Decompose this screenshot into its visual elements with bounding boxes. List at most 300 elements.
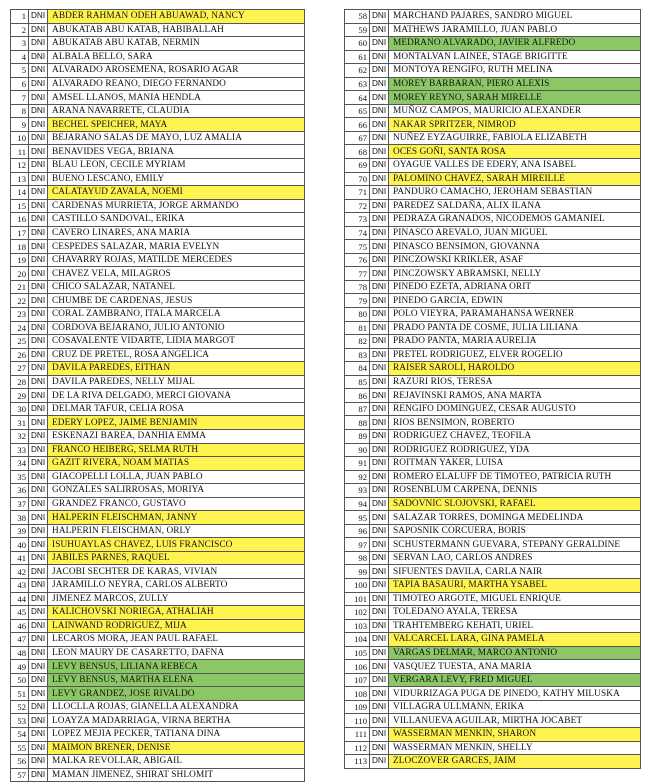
person-name: CESPEDES SALAZAR, MARIA EVELYN xyxy=(48,240,305,254)
row-number: 94 xyxy=(345,497,370,511)
row-number: 72 xyxy=(345,199,370,213)
table-row xyxy=(11,565,305,579)
document-type: DNI xyxy=(370,131,389,145)
person-name: PRADO PANTA DE COSME, JULIA LILIANA xyxy=(389,321,641,335)
person-name: MOREY REYNO, SARAH MIRELLE xyxy=(389,91,641,105)
table-row xyxy=(11,457,305,471)
person-name: FRANCO HEIBERG, SELMA RUTH xyxy=(48,443,305,457)
row-number: 3 xyxy=(11,37,29,51)
table-row xyxy=(345,37,641,51)
document-type: DNI xyxy=(29,145,48,159)
row-number: 76 xyxy=(345,253,370,267)
table-row xyxy=(11,727,305,741)
table-row xyxy=(11,633,305,647)
row-number: 66 xyxy=(345,118,370,132)
person-name: CHAVEZ VELA, MILAGROS xyxy=(48,267,305,281)
document-type: DNI xyxy=(29,77,48,91)
row-number: 109 xyxy=(345,700,370,714)
row-number: 101 xyxy=(345,592,370,606)
table-row xyxy=(11,416,305,430)
document-type: DNI xyxy=(370,673,389,687)
document-type: DNI xyxy=(29,511,48,525)
person-name: CAVERO LINARES, ANA MARIA xyxy=(48,226,305,240)
document-type: DNI xyxy=(370,375,389,389)
row-number: 61 xyxy=(345,50,370,64)
table-row xyxy=(11,321,305,335)
document-type: DNI xyxy=(29,633,48,647)
table-row xyxy=(11,186,305,200)
person-name: VERGARA LEVY, FRED MIGUEL xyxy=(389,673,641,687)
row-number: 59 xyxy=(345,23,370,37)
table-row xyxy=(11,294,305,308)
table-row xyxy=(345,104,641,118)
table-row xyxy=(345,673,641,687)
person-name: PANDURO CAMACHO, JEROHAM SEBASTIAN xyxy=(389,186,641,200)
row-number: 26 xyxy=(11,348,29,362)
person-name: GAZIT RIVERA, NOAM MATIAS xyxy=(48,457,305,471)
table-row xyxy=(345,524,641,538)
table-row xyxy=(11,673,305,687)
document-type: DNI xyxy=(370,23,389,37)
row-number: 30 xyxy=(11,402,29,416)
person-name: BUENO LESCANO, EMILY xyxy=(48,172,305,186)
person-name: OYAGUE VALLES DE EDERY, ANA ISABEL xyxy=(389,159,641,173)
table-row xyxy=(345,700,641,714)
person-name: RIOS BENSIMON, ROBERTO xyxy=(389,416,641,430)
person-name: LLOCLLA ROJAS, GIANELLA ALEXANDRA xyxy=(48,700,305,714)
person-name: TAPIA BASAURI, MARTHA YSABEL xyxy=(389,578,641,592)
row-number: 19 xyxy=(11,253,29,267)
table-row xyxy=(11,443,305,457)
document-type: DNI xyxy=(29,104,48,118)
person-name: SERVAN LAO, CARLOS ANDRES xyxy=(389,551,641,565)
table-row xyxy=(11,619,305,633)
roster-left-body xyxy=(11,10,305,782)
table-row xyxy=(345,727,641,741)
row-number: 17 xyxy=(11,226,29,240)
table-row xyxy=(11,64,305,78)
document-type: DNI xyxy=(370,389,389,403)
table-row xyxy=(11,131,305,145)
document-type: DNI xyxy=(29,389,48,403)
person-name: CHAVARRY ROJAS, MATILDE MERCEDES xyxy=(48,253,305,267)
person-name: MALKA REVOLLAR, ABIGAIL xyxy=(48,755,305,769)
person-name: PRADO PANTA, MARIA AURELIA xyxy=(389,335,641,349)
table-row xyxy=(345,402,641,416)
row-number: 102 xyxy=(345,606,370,620)
document-type: DNI xyxy=(370,470,389,484)
person-name: MAMAN JIMENEZ, SHIRAT SHLOMIT xyxy=(48,768,305,782)
table-row xyxy=(11,768,305,782)
document-type: DNI xyxy=(370,226,389,240)
table-row xyxy=(11,551,305,565)
document-type: DNI xyxy=(370,457,389,471)
person-name: PINCZOWSKY ABRAMSKI, NELLY xyxy=(389,267,641,281)
person-name: VILLANUEVA AGUILAR, MIRTHA JOCABET xyxy=(389,714,641,728)
row-number: 105 xyxy=(345,646,370,660)
row-number: 97 xyxy=(345,538,370,552)
person-name: LECAROS MORA, JEAN PAUL RAFAEL xyxy=(48,633,305,647)
row-number: 63 xyxy=(345,77,370,91)
row-number: 100 xyxy=(345,578,370,592)
person-name: CRUZ DE PRETEL, ROSA ANGELICA xyxy=(48,348,305,362)
table-row xyxy=(345,50,641,64)
document-type: DNI xyxy=(370,429,389,443)
table-row xyxy=(345,226,641,240)
person-name: BEJARANO SALAS DE MAYO, LUZ AMALIA xyxy=(48,131,305,145)
table-row xyxy=(11,308,305,322)
table-row xyxy=(11,578,305,592)
person-name: SIFUENTES DAVILA, CARLA NAIR xyxy=(389,565,641,579)
person-name: SCHUSTERMANN GUEVARA, STEPANY GERALDINE xyxy=(389,538,641,552)
row-number: 29 xyxy=(11,389,29,403)
person-name: WASSERMAN MENKIN, SHARON xyxy=(389,727,641,741)
row-number: 99 xyxy=(345,565,370,579)
document-type: DNI xyxy=(29,606,48,620)
person-name: CHICO SALAZAR, NATANEL xyxy=(48,280,305,294)
table-row xyxy=(345,429,641,443)
table-row xyxy=(345,755,641,769)
row-number: 93 xyxy=(345,484,370,498)
table-row xyxy=(345,280,641,294)
person-name: SADOVNIC SLOJOVSKI, RAFAEL xyxy=(389,497,641,511)
row-number: 79 xyxy=(345,294,370,308)
table-row xyxy=(345,714,641,728)
document-type: DNI xyxy=(29,727,48,741)
row-number: 96 xyxy=(345,524,370,538)
row-number: 24 xyxy=(11,321,29,335)
row-number: 106 xyxy=(345,660,370,674)
table-row xyxy=(11,77,305,91)
person-name: CASTILLO SANDOVAL, ERIKA xyxy=(48,213,305,227)
table-row xyxy=(345,335,641,349)
row-number: 42 xyxy=(11,565,29,579)
table-row xyxy=(345,77,641,91)
person-name: VALCARCEL LARA, GINA PAMELA xyxy=(389,633,641,647)
table-row xyxy=(11,755,305,769)
row-number: 56 xyxy=(11,755,29,769)
document-type: DNI xyxy=(29,253,48,267)
document-type: DNI xyxy=(29,50,48,64)
table-row xyxy=(345,131,641,145)
table-row xyxy=(345,443,641,457)
document-type: DNI xyxy=(29,416,48,430)
document-type: DNI xyxy=(370,104,389,118)
row-number: 104 xyxy=(345,633,370,647)
person-name: CARDENAS MURRIETA, JORGE ARMANDO xyxy=(48,199,305,213)
document-type: DNI xyxy=(370,497,389,511)
row-number: 23 xyxy=(11,308,29,322)
document-type: DNI xyxy=(29,64,48,78)
table-row xyxy=(345,565,641,579)
row-number: 7 xyxy=(11,91,29,105)
row-number: 25 xyxy=(11,335,29,349)
row-number: 48 xyxy=(11,646,29,660)
document-type: DNI xyxy=(29,524,48,538)
person-name: RODRIGUEZ RODRIGUEZ, YDA xyxy=(389,443,641,457)
row-number: 90 xyxy=(345,443,370,457)
row-number: 15 xyxy=(11,199,29,213)
table-row xyxy=(345,348,641,362)
table-row xyxy=(345,308,641,322)
document-type: DNI xyxy=(370,118,389,132)
person-name: ABDER RAHMAN ODEH ABUAWAD, NANCY xyxy=(48,10,305,24)
person-name: ABUKATAB ABU KATAB, NERMIN xyxy=(48,37,305,51)
table-row xyxy=(11,538,305,552)
person-name: CHUMBE DE CARDENAS, JESUS xyxy=(48,294,305,308)
document-type: DNI xyxy=(370,50,389,64)
document-type: DNI xyxy=(370,321,389,335)
document-type: DNI xyxy=(370,484,389,498)
document-type: DNI xyxy=(29,402,48,416)
table-row xyxy=(345,267,641,281)
person-name: TOLEDANO AYALA, TERESA xyxy=(389,606,641,620)
document-type: DNI xyxy=(29,673,48,687)
table-row xyxy=(11,497,305,511)
row-number: 39 xyxy=(11,524,29,538)
person-name: LEON MAURY DE CASARETTO, DAFNA xyxy=(48,646,305,660)
person-name: NAKAR SPRITZER, NIMROD xyxy=(389,118,641,132)
person-name: PAREDEZ SALDAÑA, ALIX ILANA xyxy=(389,199,641,213)
person-name: MONTALVAN LAINEE, STAGE BRIGITTE xyxy=(389,50,641,64)
row-number: 77 xyxy=(345,267,370,281)
row-number: 83 xyxy=(345,348,370,362)
row-number: 36 xyxy=(11,484,29,498)
document-type: DNI xyxy=(29,551,48,565)
table-row xyxy=(345,159,641,173)
document-type: DNI xyxy=(370,687,389,701)
person-name: COSAVALENTE VIDARTE, LIDIA MARGOT xyxy=(48,335,305,349)
person-name: DELMAR TAFUR, CELIA ROSA xyxy=(48,402,305,416)
person-name: REJAVINSKI RAMOS, ANA MARTA xyxy=(389,389,641,403)
person-name: PINEDO GARCIA, EDWIN xyxy=(389,294,641,308)
document-type: DNI xyxy=(29,308,48,322)
person-name: TIMOTEO ARGOTE, MIGUEL ENRIQUE xyxy=(389,592,641,606)
row-number: 41 xyxy=(11,551,29,565)
document-type: DNI xyxy=(370,77,389,91)
table-row xyxy=(345,118,641,132)
person-name: LEVY GRANDEZ, JOSE RIVALDO xyxy=(48,687,305,701)
table-row xyxy=(11,470,305,484)
person-name: JACOBI SECHTER DE KARAS, VIVIAN xyxy=(48,565,305,579)
document-type: DNI xyxy=(29,755,48,769)
row-number: 88 xyxy=(345,416,370,430)
person-name: MONTOYA RENGIFO, RUTH MELINA xyxy=(389,64,641,78)
document-type: DNI xyxy=(370,37,389,51)
table-row xyxy=(345,538,641,552)
person-name: PINEDO EZETA, ADRIANA ORIT xyxy=(389,280,641,294)
table-row xyxy=(11,253,305,267)
person-name: EDERY LOPEZ, JAIME BENJAMIN xyxy=(48,416,305,430)
table-row xyxy=(11,375,305,389)
row-number: 55 xyxy=(11,741,29,755)
person-name: NUÑEZ EYZAGUIRRE, FABIOLA ELIZABETH xyxy=(389,131,641,145)
row-number: 71 xyxy=(345,186,370,200)
document-type: DNI xyxy=(29,10,48,24)
document-type: DNI xyxy=(29,131,48,145)
row-number: 1 xyxy=(11,10,29,24)
table-row xyxy=(11,348,305,362)
person-name: ISUHUAYLAS CHAVEZ, LUIS FRANCISCO xyxy=(48,538,305,552)
document-type: DNI xyxy=(370,362,389,376)
table-row xyxy=(11,226,305,240)
person-name: ARANA NAVARRETE, CLAUDIA xyxy=(48,104,305,118)
row-number: 35 xyxy=(11,470,29,484)
row-number: 68 xyxy=(345,145,370,159)
document-type: DNI xyxy=(29,646,48,660)
row-number: 91 xyxy=(345,457,370,471)
person-name: CALATAYUD ZAVALA, NOEMI xyxy=(48,186,305,200)
row-number: 113 xyxy=(345,755,370,769)
document-type: DNI xyxy=(370,348,389,362)
person-name: HALPERIN FLEISCHMAN, ORLY xyxy=(48,524,305,538)
person-name: CORAL ZAMBRANO, ITALA MARCELA xyxy=(48,308,305,322)
table-row xyxy=(11,714,305,728)
table-row xyxy=(345,199,641,213)
document-type: DNI xyxy=(370,565,389,579)
person-name: RAISER SAROLI, HAROLDO xyxy=(389,362,641,376)
table-row xyxy=(345,592,641,606)
row-number: 73 xyxy=(345,213,370,227)
person-name: ROITMAN YAKER, LUISA xyxy=(389,457,641,471)
person-name: JARAMILLO NEYRA, CARLOS ALBERTO xyxy=(48,578,305,592)
table-row xyxy=(345,578,641,592)
document-type: DNI xyxy=(29,280,48,294)
document-type: DNI xyxy=(370,253,389,267)
table-row xyxy=(11,213,305,227)
table-row xyxy=(345,470,641,484)
row-number: 69 xyxy=(345,159,370,173)
row-number: 31 xyxy=(11,416,29,430)
document-type: DNI xyxy=(29,497,48,511)
person-name: PRETEL RODRIGUEZ, ELVER ROGELIO xyxy=(389,348,641,362)
document-type: DNI xyxy=(370,578,389,592)
table-row xyxy=(11,362,305,376)
person-name: RODRIGUEZ CHAVEZ, TEOFILA xyxy=(389,429,641,443)
document-type: DNI xyxy=(29,335,48,349)
row-number: 87 xyxy=(345,402,370,416)
document-type: DNI xyxy=(370,159,389,173)
document-type: DNI xyxy=(29,91,48,105)
person-name: ALBALA BELLO, SARA xyxy=(48,50,305,64)
document-type: DNI xyxy=(29,23,48,37)
person-name: GONZALES SALIRROSAS, MORIYA xyxy=(48,484,305,498)
table-row xyxy=(345,741,641,755)
person-name: ALVARADO AROSEMENA, ROSARIO AGAR xyxy=(48,64,305,78)
row-number: 18 xyxy=(11,240,29,254)
document-type: DNI xyxy=(29,484,48,498)
document-type: DNI xyxy=(29,159,48,173)
document-type: DNI xyxy=(29,362,48,376)
document-type: DNI xyxy=(370,633,389,647)
person-name: ROSENBLUM CARPENA, DENNIS xyxy=(389,484,641,498)
table-row xyxy=(11,687,305,701)
table-row xyxy=(11,37,305,51)
table-row xyxy=(345,91,641,105)
document-type: DNI xyxy=(29,199,48,213)
person-name: PINASCO BENSIMON, GIOVANNA xyxy=(389,240,641,254)
row-number: 49 xyxy=(11,660,29,674)
person-name: DAVILA PAREDES, NELLY MIJAL xyxy=(48,375,305,389)
row-number: 20 xyxy=(11,267,29,281)
person-name: SAPOSNIK CORCUERA, BORIS xyxy=(389,524,641,538)
table-row xyxy=(345,294,641,308)
document-type: DNI xyxy=(29,578,48,592)
document-type: DNI xyxy=(29,592,48,606)
row-number: 52 xyxy=(11,700,29,714)
person-name: MOREY BARBARAN, PIERO ALEXIS xyxy=(389,77,641,91)
person-name: KALICHOVSKI NORIEGA, ATHALIAH xyxy=(48,606,305,620)
table-row xyxy=(345,321,641,335)
person-name: LOAYZA MADARRIAGA, VIRNA BERTHA xyxy=(48,714,305,728)
document-type: DNI xyxy=(370,714,389,728)
roster-right-body xyxy=(345,10,641,769)
person-name: LEVY BENSUS, LILIANA REBECA xyxy=(48,660,305,674)
row-number: 62 xyxy=(345,64,370,78)
person-name: LEVY BENSUS, MARTHA ELENA xyxy=(48,673,305,687)
row-number: 103 xyxy=(345,619,370,633)
row-number: 44 xyxy=(11,592,29,606)
person-name: BECHEL SPEICHER, MAYA xyxy=(48,118,305,132)
row-number: 108 xyxy=(345,687,370,701)
row-number: 82 xyxy=(345,335,370,349)
document-type: DNI xyxy=(370,646,389,660)
row-number: 27 xyxy=(11,362,29,376)
person-name: WASSERMAN MENKIN, SHELLY xyxy=(389,741,641,755)
document-type: DNI xyxy=(370,64,389,78)
row-number: 37 xyxy=(11,497,29,511)
row-number: 12 xyxy=(11,159,29,173)
table-row xyxy=(11,484,305,498)
document-type: DNI xyxy=(370,592,389,606)
person-name: GRANDEZ FRANCO, GUSTAVO xyxy=(48,497,305,511)
document-type: DNI xyxy=(29,240,48,254)
document-type: DNI xyxy=(370,660,389,674)
document-type: DNI xyxy=(370,416,389,430)
person-name: CORDOVA BEJARANO, JULIO ANTONIO xyxy=(48,321,305,335)
table-row xyxy=(11,741,305,755)
document-type: DNI xyxy=(370,145,389,159)
row-number: 70 xyxy=(345,172,370,186)
table-row xyxy=(11,10,305,24)
document-type: DNI xyxy=(29,443,48,457)
person-name: POLO VIEYRA, PARAMAHANSA WERNER xyxy=(389,308,641,322)
document-type: DNI xyxy=(370,700,389,714)
row-number: 13 xyxy=(11,172,29,186)
row-number: 46 xyxy=(11,619,29,633)
person-name: DE LA RIVA DELGADO, MERCI GIOVANA xyxy=(48,389,305,403)
person-name: RAZURI RIOS, TERESA xyxy=(389,375,641,389)
table-row xyxy=(11,240,305,254)
document-type: DNI xyxy=(370,619,389,633)
document-type: DNI xyxy=(29,375,48,389)
row-number: 50 xyxy=(11,673,29,687)
document-type: DNI xyxy=(370,606,389,620)
table-row xyxy=(11,118,305,132)
table-row xyxy=(345,660,641,674)
person-name: JABILES PARNES, RAQUEL xyxy=(48,551,305,565)
document-type: DNI xyxy=(29,226,48,240)
row-number: 98 xyxy=(345,551,370,565)
document-type: DNI xyxy=(29,348,48,362)
document-type: DNI xyxy=(29,186,48,200)
table-row xyxy=(345,145,641,159)
document-type: DNI xyxy=(29,538,48,552)
table-row xyxy=(345,64,641,78)
table-row xyxy=(345,551,641,565)
table-row xyxy=(345,457,641,471)
person-name: PALOMINO CHAVEZ, SARAH MIREILLE xyxy=(389,172,641,186)
